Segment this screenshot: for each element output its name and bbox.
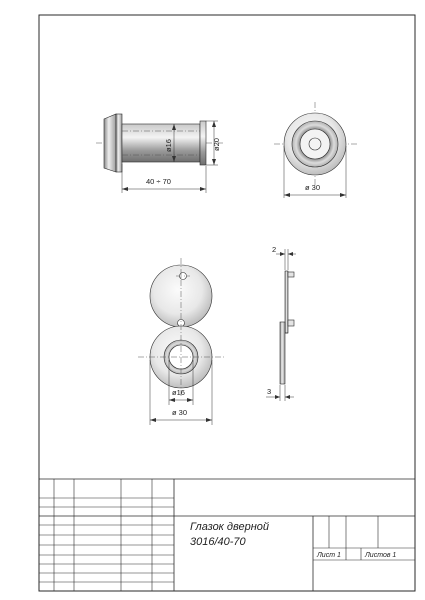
side-view-flange-rim	[116, 114, 122, 172]
dim-label-d16: ø16	[164, 139, 173, 152]
cover-profile-view	[266, 245, 296, 401]
side-view-body	[122, 124, 200, 162]
dim-label-bottom-thickness: 3	[267, 387, 272, 396]
dim-arrow	[150, 418, 156, 422]
dim-arrow	[206, 418, 212, 422]
dim-arrow	[340, 193, 346, 197]
dim-arrow	[187, 398, 193, 402]
profile-middle-pin	[288, 320, 294, 326]
sheet-label: Лист 1	[317, 552, 341, 559]
dim-arrow	[285, 395, 290, 399]
dim-label-top-thickness: 2	[272, 245, 277, 254]
dim-label-d20: ø20	[212, 138, 221, 151]
side-view	[96, 114, 225, 193]
dim-arrow	[288, 252, 293, 256]
profile-lid-strip	[285, 271, 288, 333]
dim-arrow	[122, 187, 128, 191]
dim-arrow	[200, 187, 206, 191]
dim-arrow	[284, 193, 290, 197]
dim-label-length: 40 ÷ 70	[146, 177, 171, 186]
product-name: Глазок дверной	[190, 521, 270, 533]
dim-label-d30: ø 30	[305, 183, 321, 192]
dim-arrow	[212, 121, 216, 127]
front-view-inner-face	[300, 129, 330, 159]
product-code: 3016/40-70	[190, 536, 246, 548]
side-view-nut	[200, 121, 206, 165]
profile-base-strip	[280, 322, 285, 384]
dim-label-d16: ø16	[172, 388, 185, 397]
sheets-label: Листов 1	[365, 552, 397, 559]
dim-label-d30: ø 30	[172, 408, 188, 417]
side-view-flange	[104, 114, 116, 172]
cover-view	[138, 258, 224, 425]
title-block	[39, 479, 415, 591]
dim-arrow	[212, 159, 216, 165]
dim-arrow	[275, 395, 280, 399]
dim-arrow	[280, 252, 285, 256]
dim-arrow	[169, 398, 175, 402]
front-view	[274, 102, 358, 198]
profile-top-pin	[288, 272, 294, 277]
sheet-frame	[39, 15, 415, 591]
